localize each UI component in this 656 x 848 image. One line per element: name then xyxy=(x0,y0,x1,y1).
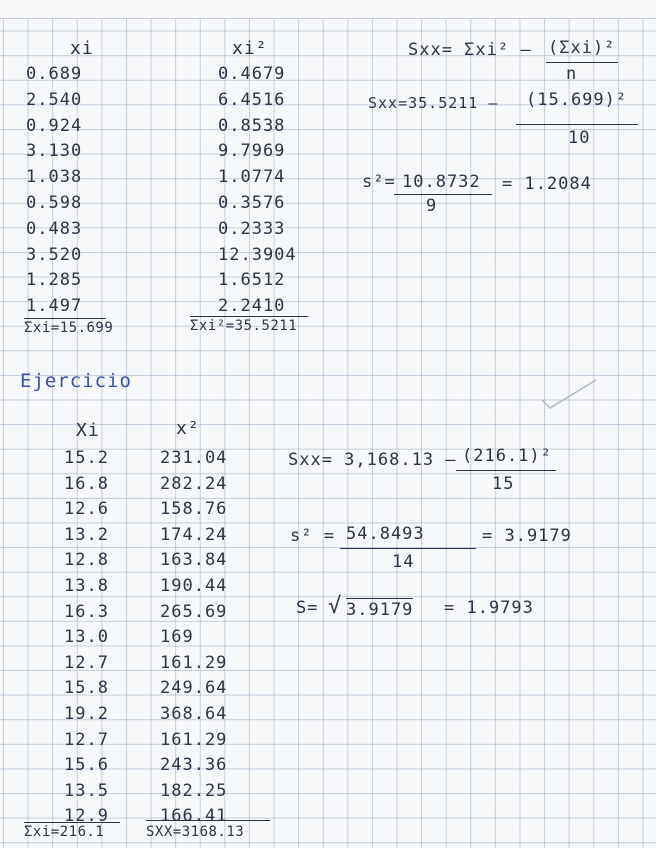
xi2-value: 0.8538 xyxy=(218,115,286,136)
exercise-s-radicand: 3.9179 xyxy=(346,600,414,620)
exercise-x2-value: 169 xyxy=(160,627,194,648)
fraction-bar xyxy=(516,124,638,125)
pencil-check-mark-icon xyxy=(540,378,600,418)
xi-value-list xyxy=(26,62,82,320)
xi-value: 0.598 xyxy=(26,192,83,213)
exercise-x2-value: 231.04 xyxy=(160,448,228,468)
sxx-formula-numerator: (Σxi)² xyxy=(548,38,616,58)
exercise-xi-value: 19.2 xyxy=(64,703,109,724)
xi2-value: 0.2333 xyxy=(218,218,286,239)
exercise-x2-value: 190.44 xyxy=(160,575,228,596)
exercise-x2-value: 182.25 xyxy=(160,780,228,801)
exercise-xi-value: 13.8 xyxy=(64,575,109,596)
xi-value: 1.285 xyxy=(26,270,83,291)
sum-underline xyxy=(146,820,270,821)
sxx-substitution-denominator: 10 xyxy=(568,128,591,148)
fraction-bar xyxy=(456,470,556,471)
exercise-xi-value: 12.8 xyxy=(64,550,109,571)
exercise-xi-list xyxy=(64,446,109,830)
exercise-sxx-numerator: (216.1)² xyxy=(462,446,552,466)
sxx-substitution-numerator: (15.699)² xyxy=(526,90,628,110)
sum-underline xyxy=(24,318,106,319)
exercise-x2-value: 161.29 xyxy=(160,729,228,750)
sxx-formula-denominator: n xyxy=(566,64,578,84)
exercise-x2-value: 282.24 xyxy=(160,473,228,494)
exercise-x2-header: x² xyxy=(176,418,200,439)
xi-value: 2.540 xyxy=(26,89,83,110)
s2-result: = 1.2084 xyxy=(502,174,592,194)
s2-numerator: 10.8732 xyxy=(402,172,481,192)
exercise-x2-value: 249.64 xyxy=(160,678,228,699)
sum-xi: Σxi=15.699 xyxy=(24,320,114,336)
sum-underline xyxy=(190,316,308,317)
fraction-bar xyxy=(546,62,618,63)
exercise-xi-value: 13.2 xyxy=(64,524,109,545)
exercise-x2-value: 163.84 xyxy=(160,550,228,571)
s2-denominator: 9 xyxy=(426,196,438,216)
exercise-xi-value: 12.9 xyxy=(64,806,109,827)
exercise-s-label: S= xyxy=(296,598,319,618)
exercise-x2-value: 158.76 xyxy=(160,499,228,520)
xi-value: 1.038 xyxy=(26,167,83,188)
exercise-xi-value: 13.0 xyxy=(64,627,109,648)
xi-value: 3.130 xyxy=(26,141,83,162)
exercise-xi-value: 13.5 xyxy=(64,780,109,801)
xi-value: 0.689 xyxy=(26,64,83,84)
exercise-sxx-left: Sxx= 3,168.13 – xyxy=(288,450,457,470)
exercise-s2-numerator: 54.8493 xyxy=(346,524,425,544)
exercise-x2-value: 368.64 xyxy=(160,703,228,724)
exercise-xi-value: 16.8 xyxy=(64,473,109,494)
xi-column-header: xi xyxy=(70,38,94,59)
xi2-value: 2.2410 xyxy=(218,296,286,317)
xi2-value: 1.6512 xyxy=(218,270,286,291)
exercise-xi-value: 15.6 xyxy=(64,755,109,776)
xi-value: 3.520 xyxy=(26,244,83,265)
exercise-x2-value: 161.29 xyxy=(160,652,228,673)
exercise-s2-result: = 3.9179 xyxy=(482,526,572,546)
exercise-xi-value: 15.8 xyxy=(64,678,109,699)
fraction-bar xyxy=(340,548,476,549)
exercise-xi-value: 12.6 xyxy=(64,499,109,520)
xi-value: 0.483 xyxy=(26,218,83,239)
square-root-icon: √ xyxy=(328,594,343,619)
exercise-sxx-denominator: 15 xyxy=(492,474,515,494)
exercise-s2-label: s² = xyxy=(290,526,335,546)
exercise-sum-x2: SXX=3168.13 xyxy=(146,824,245,840)
fraction-bar xyxy=(394,194,492,195)
xi2-value: 9.7969 xyxy=(218,141,286,162)
exercise-x2-value: 166.41 xyxy=(160,806,228,827)
exercise-xi-value: 15.2 xyxy=(64,448,109,468)
xi2-value: 0.3576 xyxy=(218,192,286,213)
exercise-xi-value: 16.3 xyxy=(64,601,109,622)
exercise-sum-xi: Σxi=216.1 xyxy=(24,824,105,840)
xi2-value-list xyxy=(218,62,297,320)
exercise-xi-header: Xi xyxy=(76,420,100,441)
exercise-title: Ejercicio xyxy=(20,370,132,392)
s2-label: s²= xyxy=(362,172,396,192)
xi2-value: 1.0774 xyxy=(218,167,286,188)
exercise-xi-value: 12.7 xyxy=(64,729,109,750)
xi-value: 0.924 xyxy=(26,115,83,136)
exercise-s2-denominator: 14 xyxy=(392,552,415,572)
xi2-value: 6.4516 xyxy=(218,89,286,110)
sxx-formula-left: Sxx= Σxi² – xyxy=(408,40,532,60)
xi-value: 1.497 xyxy=(26,296,83,317)
exercise-xi-value: 12.7 xyxy=(64,652,109,673)
exercise-x2-value: 265.69 xyxy=(160,601,228,622)
sxx-substitution-left: Sxx=35.5211 – xyxy=(368,94,499,112)
exercise-x2-value: 174.24 xyxy=(160,524,228,545)
exercise-x2-value: 243.36 xyxy=(160,755,228,776)
xi2-value: 0.4679 xyxy=(218,64,286,84)
sum-underline xyxy=(24,822,120,823)
exercise-s-result: = 1.9793 xyxy=(444,598,534,618)
notebook-binding-strip xyxy=(0,0,656,19)
xi2-column-header: xi² xyxy=(232,38,268,59)
xi2-value: 12.3904 xyxy=(218,244,297,265)
exercise-x2-list xyxy=(160,446,227,830)
sum-xi2: Σxi²=35.5211 xyxy=(190,318,298,334)
